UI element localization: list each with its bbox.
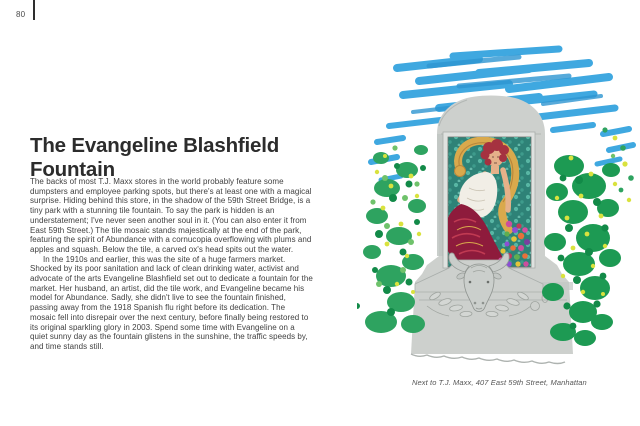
page-title (30, 134, 330, 183)
ox-nostril-right (482, 302, 485, 305)
illustration-caption: Next to T.J. Maxx, 407 East 59th Street, Manhattan (412, 378, 587, 387)
top-edge-rule (33, 0, 35, 20)
ox-nostril-left (474, 302, 477, 305)
body-text (30, 177, 313, 352)
cornucopia-coil (455, 166, 466, 177)
stone-rough-edge (411, 354, 565, 364)
body-paragraph-2: In the 1910s and earlier, this was the site of a huge farmers market. Shocked by its poor sanitation and lack of clean drinking water, activist and advocate of the arts Evangeline Blashfield set out to dedicate a fountain for the market. Her husband, an artist, did the tile work, and Evangeline became his model for Abundance. Sadly, she didn't live to see the fountain finished, passing away from the 1918 Spanish flu right before its dedication. The mosaic fell into disrepair over the next century, before finally being restored to its original sparkling glory in 2003. Spend some time with Evangeline on a quiet sunny day as the fountain glistens in the sunshine, the traffic speeds by, and time stands still. (30, 254, 313, 351)
fountain-illustration (357, 38, 640, 369)
page-number: 80 (16, 10, 26, 19)
page-title-line-2: Fountain (30, 158, 115, 182)
figure-neck (491, 166, 499, 174)
fountain-monument (411, 96, 573, 364)
body-paragraph-1: The backs of most T.J. Maxx stores in the world probably feature some dumpsters and employee parking spots, but there's at least one with a magical surprise. Hiding behind this store, in the shadow of the 59th Street Bridge, is a tiny park with a stunning tile fountain. To say the park is hidden is an understatement; I've never seen another soul in it. (You can also enter it from East 59th Street.) The tile mosaic stands majestically at the end of the park, featuring the spirit of Abundance with a cornucopia overflowing with plums and apples and squash. Below the tile, a carved ox's head spits out the water. (30, 177, 312, 254)
ox-right-eye (487, 281, 490, 284)
page-title-line-1: The Evangeline Blashfield (30, 133, 280, 157)
ox-left-eye (469, 281, 472, 284)
